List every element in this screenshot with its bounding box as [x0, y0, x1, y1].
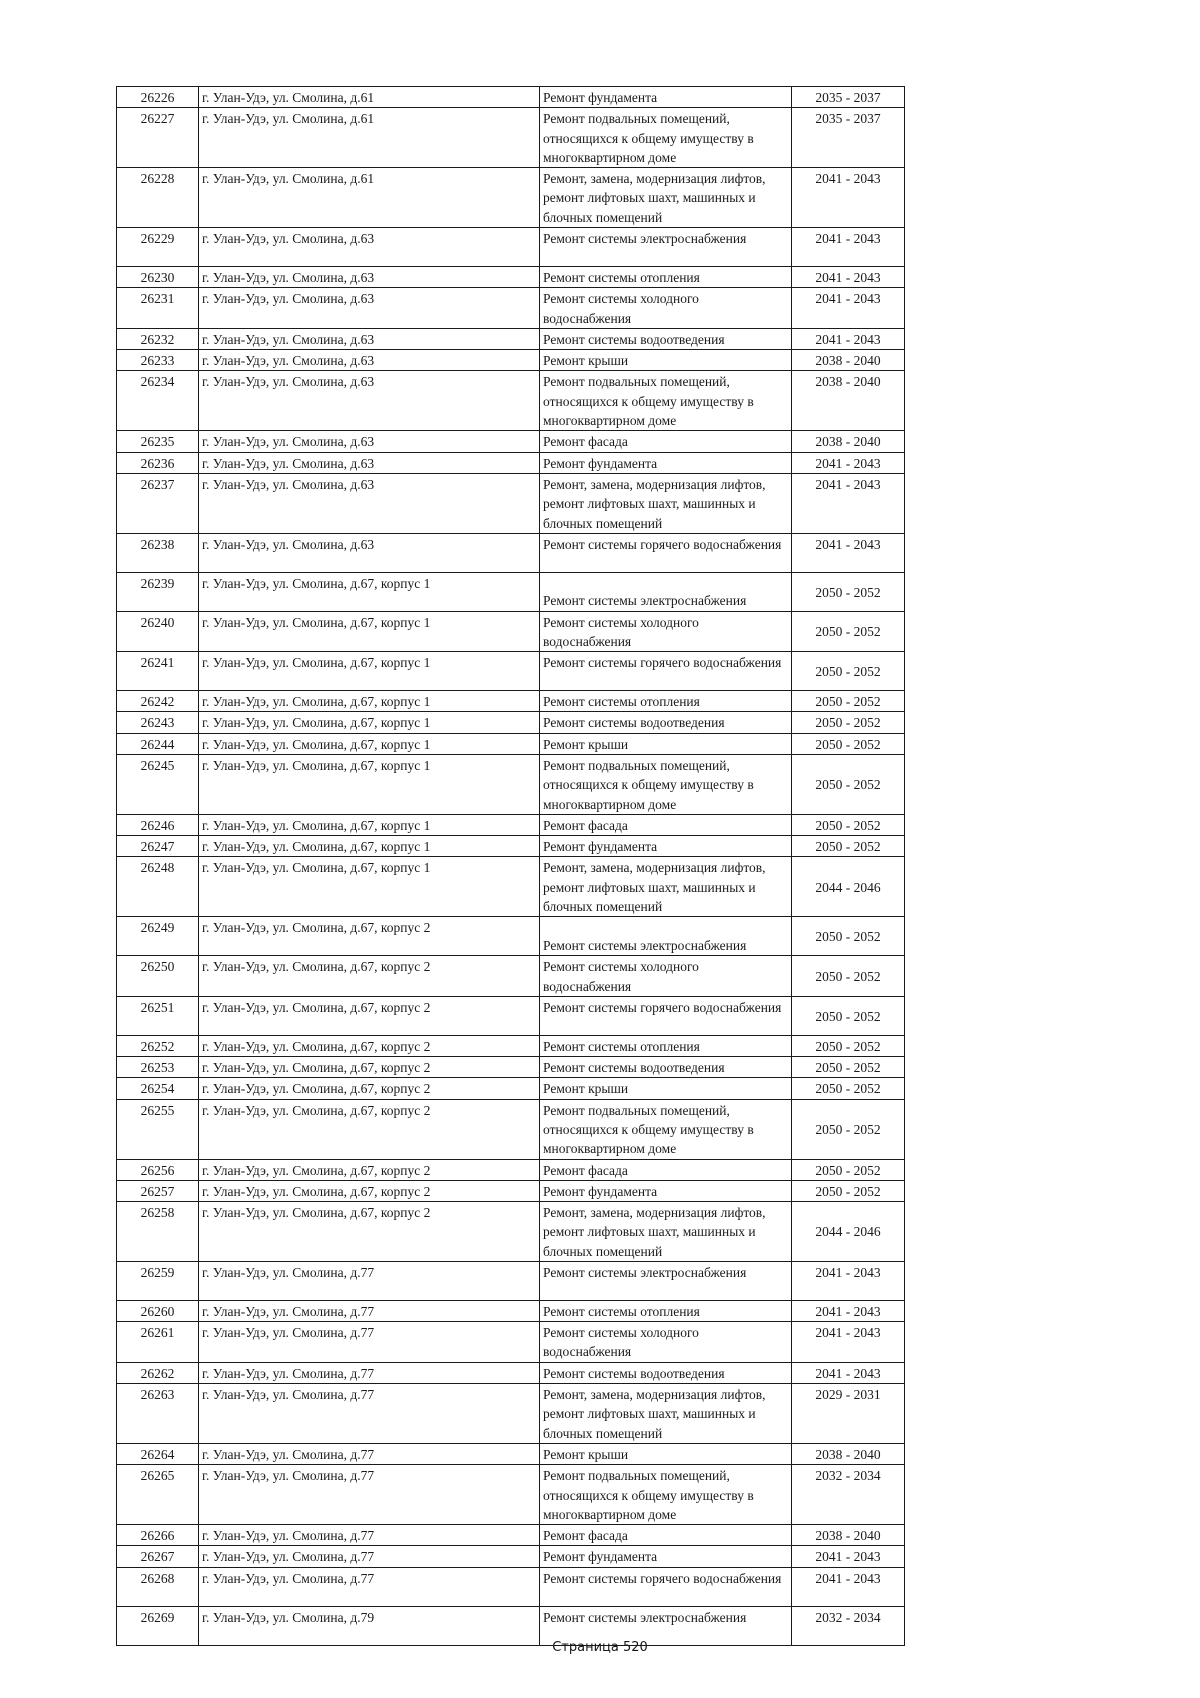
row-address: г. Улан-Удэ, ул. Смолина, д.67, корпус 2 — [199, 1078, 540, 1099]
row-address: г. Улан-Удэ, ул. Смолина, д.77 — [199, 1567, 540, 1606]
row-period: 2032 - 2034 — [792, 1606, 905, 1645]
row-period: 2050 - 2052 — [792, 1057, 905, 1078]
row-work-type: Ремонт крыши — [540, 350, 792, 371]
table-row — [117, 691, 905, 712]
row-work-type: Ремонт системы водоотведения — [540, 328, 792, 349]
table-row — [117, 1567, 905, 1606]
table-row — [117, 1546, 905, 1567]
row-number: 26234 — [117, 371, 199, 431]
table-row — [117, 956, 905, 997]
table-row — [117, 108, 905, 168]
row-work-type: Ремонт системы водоотведения — [540, 712, 792, 733]
row-number: 26241 — [117, 652, 199, 691]
row-period: 2041 - 2043 — [792, 1300, 905, 1321]
row-address: г. Улан-Удэ, ул. Смолина, д.63 — [199, 288, 540, 329]
row-period: 2038 - 2040 — [792, 371, 905, 431]
row-work-type: Ремонт системы отопления — [540, 1035, 792, 1056]
table-row — [117, 572, 905, 611]
row-period: 2044 - 2046 — [792, 857, 905, 917]
row-period: 2035 - 2037 — [792, 87, 905, 108]
table-row — [117, 431, 905, 452]
row-number: 26237 — [117, 473, 199, 533]
row-work-type: Ремонт фундамента — [540, 87, 792, 108]
row-number: 26266 — [117, 1525, 199, 1546]
table-row — [117, 611, 905, 652]
row-address: г. Улан-Удэ, ул. Смолина, д.67, корпус 1 — [199, 857, 540, 917]
row-period: 2050 - 2052 — [792, 611, 905, 652]
row-address: г. Улан-Удэ, ул. Смолина, д.67, корпус 1 — [199, 836, 540, 857]
row-work-type: Ремонт системы электроснабжения — [540, 917, 792, 956]
row-work-type: Ремонт системы горячего водоснабжения — [540, 996, 792, 1035]
row-number: 26236 — [117, 452, 199, 473]
row-address: г. Улан-Удэ, ул. Смолина, д.67, корпус 1 — [199, 652, 540, 691]
row-address: г. Улан-Удэ, ул. Смолина, д.67, корпус 2 — [199, 996, 540, 1035]
row-number: 26243 — [117, 712, 199, 733]
row-period: 2041 - 2043 — [792, 228, 905, 267]
row-address: г. Улан-Удэ, ул. Смолина, д.61 — [199, 108, 540, 168]
row-number: 26242 — [117, 691, 199, 712]
table-row — [117, 754, 905, 814]
table-row — [117, 712, 905, 733]
row-number: 26247 — [117, 836, 199, 857]
row-period: 2050 - 2052 — [792, 956, 905, 997]
row-number: 26239 — [117, 572, 199, 611]
row-number: 26238 — [117, 533, 199, 572]
row-number: 26249 — [117, 917, 199, 956]
row-number: 26265 — [117, 1465, 199, 1525]
row-address: г. Улан-Удэ, ул. Смолина, д.67, корпус 2 — [199, 1099, 540, 1159]
row-number: 26226 — [117, 87, 199, 108]
table-row — [117, 1384, 905, 1444]
table-row — [117, 1525, 905, 1546]
row-address: г. Улан-Удэ, ул. Смолина, д.67, корпус 2 — [199, 1180, 540, 1201]
table-row — [117, 1202, 905, 1262]
row-work-type: Ремонт системы отопления — [540, 1300, 792, 1321]
row-work-type: Ремонт системы холодного водоснабжения — [540, 611, 792, 652]
row-work-type: Ремонт, замена, модернизация лифтов, ремонт лифтовых шахт, машинных и блочных помещений — [540, 168, 792, 228]
row-work-type: Ремонт крыши — [540, 733, 792, 754]
row-work-type: Ремонт системы горячего водоснабжения — [540, 652, 792, 691]
row-address: г. Улан-Удэ, ул. Смолина, д.77 — [199, 1384, 540, 1444]
row-number: 26254 — [117, 1078, 199, 1099]
row-work-type: Ремонт системы электроснабжения — [540, 572, 792, 611]
row-address: г. Улан-Удэ, ул. Смолина, д.67, корпус 1 — [199, 611, 540, 652]
row-address: г. Улан-Удэ, ул. Смолина, д.67, корпус 2 — [199, 917, 540, 956]
row-work-type: Ремонт подвальных помещений, относящихся к общему имуществу в многоквартирном доме — [540, 108, 792, 168]
row-period: 2041 - 2043 — [792, 1546, 905, 1567]
row-address: г. Улан-Удэ, ул. Смолина, д.63 — [199, 371, 540, 431]
row-number: 26240 — [117, 611, 199, 652]
row-period: 2038 - 2040 — [792, 431, 905, 452]
table-body — [117, 87, 905, 1646]
table-row — [117, 814, 905, 835]
row-number: 26250 — [117, 956, 199, 997]
table-row — [117, 1099, 905, 1159]
row-number: 26262 — [117, 1362, 199, 1383]
table-row — [117, 168, 905, 228]
row-period: 2050 - 2052 — [792, 996, 905, 1035]
row-address: г. Улан-Удэ, ул. Смолина, д.67, корпус 2 — [199, 1202, 540, 1262]
row-address: г. Улан-Удэ, ул. Смолина, д.67, корпус 1 — [199, 754, 540, 814]
row-number: 26245 — [117, 754, 199, 814]
row-period: 2041 - 2043 — [792, 1567, 905, 1606]
row-period: 2050 - 2052 — [792, 1159, 905, 1180]
row-number: 26233 — [117, 350, 199, 371]
row-address: г. Улан-Удэ, ул. Смолина, д.77 — [199, 1465, 540, 1525]
row-work-type: Ремонт системы холодного водоснабжения — [540, 288, 792, 329]
row-work-type: Ремонт системы холодного водоснабжения — [540, 956, 792, 997]
row-address: г. Улан-Удэ, ул. Смолина, д.67, корпус 2 — [199, 1035, 540, 1056]
row-work-type: Ремонт системы отопления — [540, 266, 792, 287]
row-number: 26231 — [117, 288, 199, 329]
row-number: 26229 — [117, 228, 199, 267]
row-period: 2050 - 2052 — [792, 1180, 905, 1201]
row-address: г. Улан-Удэ, ул. Смолина, д.63 — [199, 533, 540, 572]
table-row — [117, 350, 905, 371]
row-period: 2050 - 2052 — [792, 1078, 905, 1099]
row-period: 2050 - 2052 — [792, 917, 905, 956]
row-work-type: Ремонт системы горячего водоснабжения — [540, 1567, 792, 1606]
row-period: 2050 - 2052 — [792, 572, 905, 611]
row-number: 26257 — [117, 1180, 199, 1201]
row-number: 26251 — [117, 996, 199, 1035]
row-number: 26248 — [117, 857, 199, 917]
row-work-type: Ремонт системы электроснабжения — [540, 228, 792, 267]
row-number: 26235 — [117, 431, 199, 452]
row-period: 2041 - 2043 — [792, 473, 905, 533]
table-row — [117, 452, 905, 473]
table-row — [117, 371, 905, 431]
row-work-type: Ремонт системы водоотведения — [540, 1362, 792, 1383]
table-row — [117, 328, 905, 349]
table-row — [117, 288, 905, 329]
row-period: 2050 - 2052 — [792, 691, 905, 712]
row-number: 26261 — [117, 1322, 199, 1363]
row-work-type: Ремонт фасада — [540, 814, 792, 835]
row-work-type: Ремонт, замена, модернизация лифтов, ремонт лифтовых шахт, машинных и блочных помещений — [540, 857, 792, 917]
table-row — [117, 1322, 905, 1363]
table-row — [117, 266, 905, 287]
table-row — [117, 652, 905, 691]
row-period: 2050 - 2052 — [792, 1099, 905, 1159]
row-period: 2050 - 2052 — [792, 712, 905, 733]
row-work-type: Ремонт, замена, модернизация лифтов, ремонт лифтовых шахт, машинных и блочных помещений — [540, 473, 792, 533]
row-period: 2050 - 2052 — [792, 814, 905, 835]
row-address: г. Улан-Удэ, ул. Смолина, д.77 — [199, 1362, 540, 1383]
table-row — [117, 533, 905, 572]
table-row — [117, 1057, 905, 1078]
row-work-type: Ремонт подвальных помещений, относящихся к общему имуществу в многоквартирном доме — [540, 1099, 792, 1159]
repair-schedule-table — [116, 86, 905, 1646]
row-work-type: Ремонт фасада — [540, 1159, 792, 1180]
row-address: г. Улан-Удэ, ул. Смолина, д.61 — [199, 168, 540, 228]
table-row — [117, 1443, 905, 1464]
row-address: г. Улан-Удэ, ул. Смолина, д.61 — [199, 87, 540, 108]
row-address: г. Улан-Удэ, ул. Смолина, д.67, корпус 1 — [199, 572, 540, 611]
row-work-type: Ремонт подвальных помещений, относящихся к общему имуществу в многоквартирном доме — [540, 371, 792, 431]
row-number: 26256 — [117, 1159, 199, 1180]
row-address: г. Улан-Удэ, ул. Смолина, д.63 — [199, 266, 540, 287]
row-work-type: Ремонт фундамента — [540, 452, 792, 473]
table-row — [117, 228, 905, 267]
row-number: 26232 — [117, 328, 199, 349]
row-period: 2041 - 2043 — [792, 328, 905, 349]
row-address: г. Улан-Удэ, ул. Смолина, д.67, корпус 2 — [199, 956, 540, 997]
row-address: г. Улан-Удэ, ул. Смолина, д.63 — [199, 228, 540, 267]
row-address: г. Улан-Удэ, ул. Смолина, д.77 — [199, 1300, 540, 1321]
row-work-type: Ремонт подвальных помещений, относящихся к общему имуществу в многоквартирном доме — [540, 1465, 792, 1525]
row-period: 2041 - 2043 — [792, 266, 905, 287]
row-address: г. Улан-Удэ, ул. Смолина, д.63 — [199, 452, 540, 473]
row-number: 26259 — [117, 1262, 199, 1301]
table-row — [117, 917, 905, 956]
table-row — [117, 1078, 905, 1099]
row-address: г. Улан-Удэ, ул. Смолина, д.67, корпус 2 — [199, 1159, 540, 1180]
row-period: 2050 - 2052 — [792, 754, 905, 814]
row-number: 26228 — [117, 168, 199, 228]
row-period: 2038 - 2040 — [792, 1525, 905, 1546]
row-number: 26246 — [117, 814, 199, 835]
row-work-type: Ремонт фасада — [540, 431, 792, 452]
row-number: 26263 — [117, 1384, 199, 1444]
table-row — [117, 733, 905, 754]
row-period: 2050 - 2052 — [792, 836, 905, 857]
row-number: 26264 — [117, 1443, 199, 1464]
row-number: 26267 — [117, 1546, 199, 1567]
table-row — [117, 1262, 905, 1301]
table-row — [117, 1180, 905, 1201]
table-row — [117, 87, 905, 108]
row-number: 26253 — [117, 1057, 199, 1078]
row-number: 26244 — [117, 733, 199, 754]
row-work-type: Ремонт фундамента — [540, 836, 792, 857]
table-row — [117, 1362, 905, 1383]
row-address: г. Улан-Удэ, ул. Смолина, д.67, корпус 1 — [199, 814, 540, 835]
row-work-type: Ремонт системы отопления — [540, 691, 792, 712]
row-address: г. Улан-Удэ, ул. Смолина, д.77 — [199, 1322, 540, 1363]
row-work-type: Ремонт крыши — [540, 1078, 792, 1099]
table-row — [117, 836, 905, 857]
row-address: г. Улан-Удэ, ул. Смолина, д.77 — [199, 1525, 540, 1546]
page-number: Страница 520 — [552, 1640, 648, 1655]
row-period: 2038 - 2040 — [792, 350, 905, 371]
row-period: 2050 - 2052 — [792, 1035, 905, 1056]
row-period: 2029 - 2031 — [792, 1384, 905, 1444]
row-work-type: Ремонт фундамента — [540, 1180, 792, 1201]
row-work-type: Ремонт крыши — [540, 1443, 792, 1464]
row-period: 2041 - 2043 — [792, 1262, 905, 1301]
table-row — [117, 1300, 905, 1321]
row-address: г. Улан-Удэ, ул. Смолина, д.79 — [199, 1606, 540, 1645]
row-period: 2035 - 2037 — [792, 108, 905, 168]
row-period: 2041 - 2043 — [792, 168, 905, 228]
row-period: 2044 - 2046 — [792, 1202, 905, 1262]
row-address: г. Улан-Удэ, ул. Смолина, д.67, корпус 2 — [199, 1057, 540, 1078]
row-period: 2041 - 2043 — [792, 1322, 905, 1363]
row-address: г. Улан-Удэ, ул. Смолина, д.77 — [199, 1262, 540, 1301]
row-period: 2038 - 2040 — [792, 1443, 905, 1464]
row-work-type: Ремонт подвальных помещений, относящихся к общему имуществу в многоквартирном доме — [540, 754, 792, 814]
row-work-type: Ремонт системы электроснабжения — [540, 1606, 792, 1645]
row-work-type: Ремонт системы горячего водоснабжения — [540, 533, 792, 572]
row-period: 2032 - 2034 — [792, 1465, 905, 1525]
row-address: г. Улан-Удэ, ул. Смолина, д.77 — [199, 1546, 540, 1567]
row-work-type: Ремонт фасада — [540, 1525, 792, 1546]
row-period: 2041 - 2043 — [792, 288, 905, 329]
table-row — [117, 857, 905, 917]
row-number: 26255 — [117, 1099, 199, 1159]
row-address: г. Улан-Удэ, ул. Смолина, д.63 — [199, 431, 540, 452]
row-period: 2041 - 2043 — [792, 1362, 905, 1383]
row-work-type: Ремонт, замена, модернизация лифтов, ремонт лифтовых шахт, машинных и блочных помещений — [540, 1202, 792, 1262]
row-number: 26260 — [117, 1300, 199, 1321]
row-period: 2050 - 2052 — [792, 733, 905, 754]
row-work-type: Ремонт, замена, модернизация лифтов, ремонт лифтовых шахт, машинных и блочных помещений — [540, 1384, 792, 1444]
row-address: г. Улан-Удэ, ул. Смолина, д.63 — [199, 350, 540, 371]
row-period: 2041 - 2043 — [792, 452, 905, 473]
row-work-type: Ремонт системы электроснабжения — [540, 1262, 792, 1301]
row-address: г. Улан-Удэ, ул. Смолина, д.67, корпус 1 — [199, 691, 540, 712]
row-number: 26227 — [117, 108, 199, 168]
row-number: 26230 — [117, 266, 199, 287]
row-address: г. Улан-Удэ, ул. Смолина, д.67, корпус 1 — [199, 733, 540, 754]
row-period: 2041 - 2043 — [792, 533, 905, 572]
row-address: г. Улан-Удэ, ул. Смолина, д.77 — [199, 1443, 540, 1464]
table-row — [117, 1465, 905, 1525]
row-number: 26252 — [117, 1035, 199, 1056]
row-work-type: Ремонт системы водоотведения — [540, 1057, 792, 1078]
table-row — [117, 1035, 905, 1056]
row-work-type: Ремонт системы холодного водоснабжения — [540, 1322, 792, 1363]
row-work-type: Ремонт фундамента — [540, 1546, 792, 1567]
row-address: г. Улан-Удэ, ул. Смолина, д.63 — [199, 473, 540, 533]
row-number: 26268 — [117, 1567, 199, 1606]
row-address: г. Улан-Удэ, ул. Смолина, д.67, корпус 1 — [199, 712, 540, 733]
table-row — [117, 996, 905, 1035]
table-row — [117, 1159, 905, 1180]
row-address: г. Улан-Удэ, ул. Смолина, д.63 — [199, 328, 540, 349]
row-period: 2050 - 2052 — [792, 652, 905, 691]
table-row — [117, 473, 905, 533]
row-number: 26258 — [117, 1202, 199, 1262]
row-number: 26269 — [117, 1606, 199, 1645]
